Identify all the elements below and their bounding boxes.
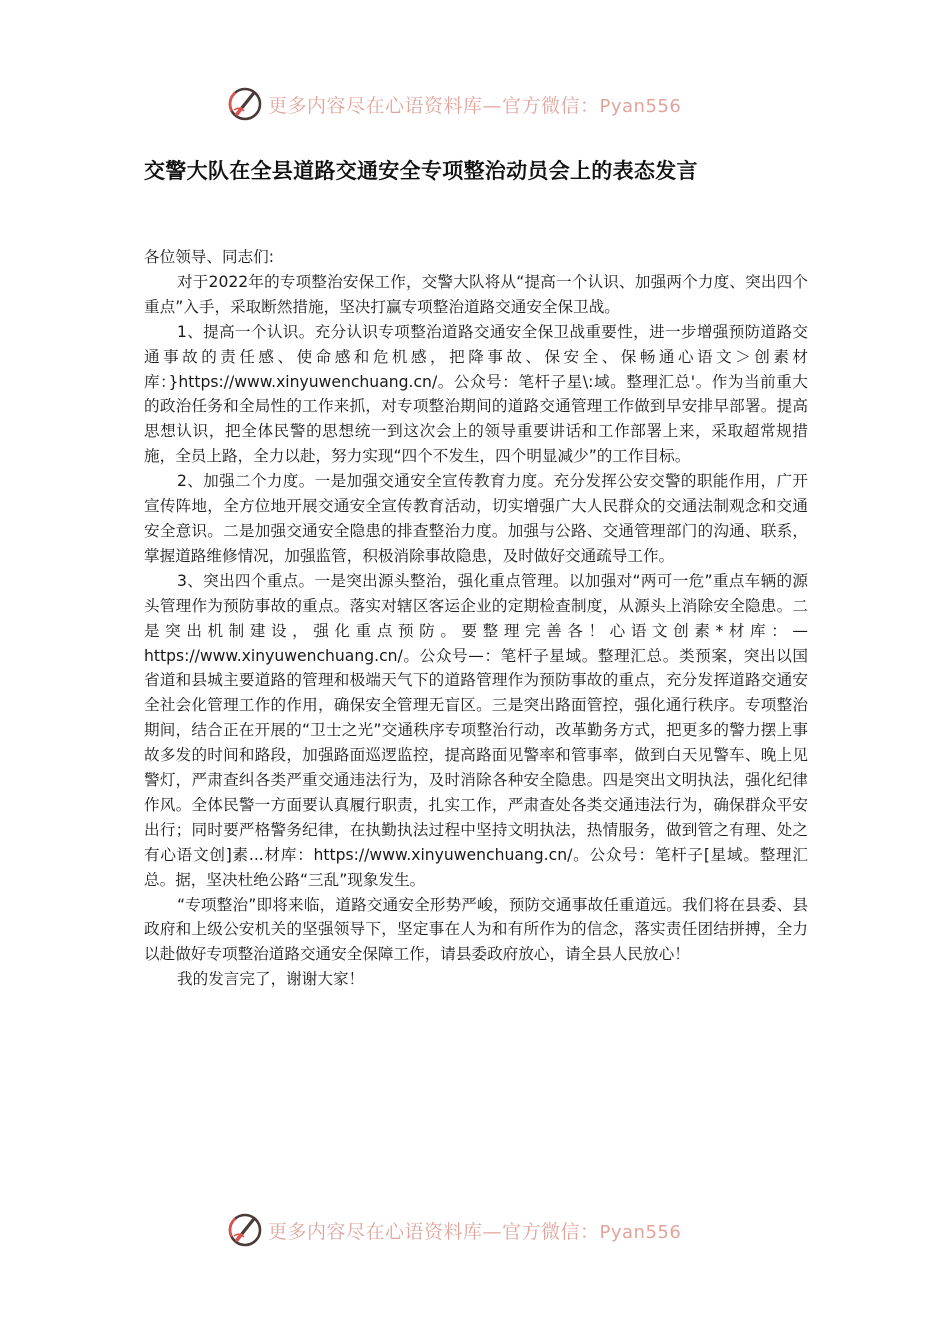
wechat-id: Pyan556 bbox=[599, 95, 682, 117]
closing-remark: 我的发言完了，谢谢大家！ bbox=[177, 970, 365, 989]
brush-pen-logo-icon bbox=[228, 87, 262, 121]
document-title: 交警大队在全县道路交通安全专项整治动员会上的表态发言 bbox=[144, 159, 698, 183]
header-banner bbox=[228, 84, 728, 124]
wechat-id: Pyan556 bbox=[599, 1221, 682, 1243]
footer-banner bbox=[228, 1210, 728, 1250]
paragraph-conclusion: “专项整治”即将来临，道路交通安全形势严峻，预防交通事故任重道远。我们将在县委、县政府和上级公安机关的坚强领导下，坚定事在人为和有所作为的信念，落实责任团结拼搏，全力以赴做好专项整治道路交通安全保障工作，请县委政府放心，请全县人民放心！ bbox=[144, 895, 808, 964]
brush-pen-logo-icon bbox=[228, 1213, 262, 1247]
banner-text: 更多内容尽在心语资料库—官方微信：Pyan556 bbox=[268, 1220, 682, 1243]
salutation: 各位领导、同志们: bbox=[144, 248, 275, 266]
paragraph-point-3: 3、突出四个重点。一是突出源头整治，强化重点管理。以加强对“两可一危”重点车辆的源头管理作为预防事故的重点。落实对辖区客运企业的定期检查制度，从源头上消除安全隐患。二是突出机制建设，强化重点预防。要整理完善各！心语文创素*材库：—https://www.xinyuwenchuang.cn/。公众号—：笔杆子星域。整理汇总。类预案，突出以国省道和县城主要道路的管理和极端天气下的道路管理作为预防事故的重点，充分发挥道路交通安全社会化管理工作的作用，确保安全管理无盲区。三是突出路面管控，强化通行秩序。专项整治期间，结合正在开展的“卫士之光”交通秩序专项整治行动，改革勤务方式，把更多的警力摆上事故多发的时间和路段，加强路面巡逻监控，提高路面见警率和管事率，做到白天见警车、晚上见警灯，严肃查纠各类严重交通违法行为，及时消除各种安全隐患。四是突出文明执法，强化纪律作风。全体民警一方面要认真履行职责，扎实工作，严肃查处各类交通违法行为，确保群众平安出行；同时要严格警务纪律，在执勤执法过程中坚持文明执法，热情服务，做到管之有理、处之有心语文创]素...材库：https://www.xinyuwenchuang.cn/。公众号：笔杆子[星域。整理汇总。据，坚决杜绝公路“三乱”现象发生。 bbox=[144, 571, 808, 889]
paragraph-point-2: 2、加强二个力度。一是加强交通安全宣传教育力度。充分发挥公安交警的职能作用，广开宣传阵地，全方位地开展交通安全宣传教育活动，切实增强广大人民群众的交通法制观念和交通安全意识。二是加强交通安全隐患的排查整治力度。加强与公路、交通管理部门的沟通、联系，掌握道路维修情况，加强监管，积极消除事故隐患，及时做好交通疏导工作。 bbox=[144, 472, 808, 565]
document-body bbox=[144, 245, 808, 992]
paragraph-point-1: 1、提高一个认识。充分认识专项整治道路交通安全保卫战重要性，进一步增强预防道路交通事故的责任感、使命感和危机感，把降事故、保安全、保畅通心语文＞创素材库：}https://www.xinyuwenchuang.cn/。公众号：笔杆子星\:域。整理汇总'。作为当前重大的政治任务和全局性的工作来抓，对专项整治期间的道路交通管理工作做到早安排早部署。提高思想认识，把全体民警的思想统一到这次会上的领导重要讲话和工作部署上来，采取超常规措施，全员上路，全力以赴，努力实现“四个不发生，四个明显减少”的工作目标。 bbox=[144, 322, 808, 466]
paragraph-intro: 对于2022年的专项整治安保工作，交警大队将从“提高一个认识、加强两个力度、突出四个重点”入手，采取断然措施，坚决打赢专项整治道路交通安全保卫战。 bbox=[144, 272, 808, 316]
banner-text: 更多内容尽在心语资料库—官方微信：Pyan556 bbox=[268, 94, 682, 117]
